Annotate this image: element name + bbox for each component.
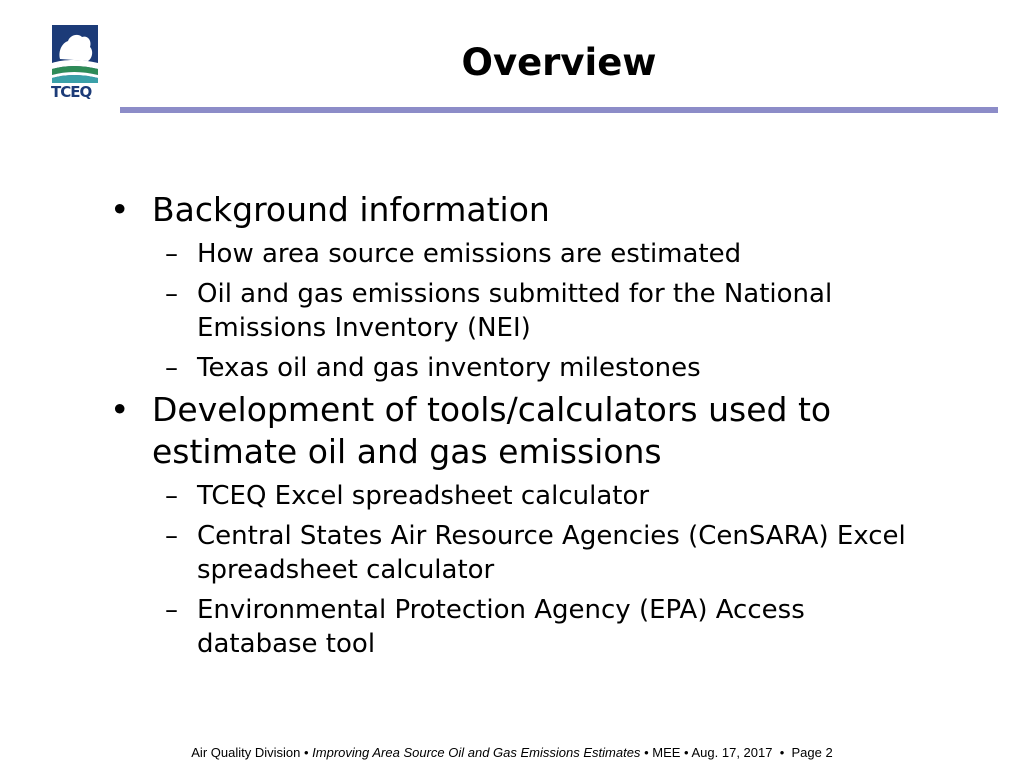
sub-bullet-item (110, 237, 910, 271)
sub-bullet-item (110, 519, 910, 587)
logo-text: TCEQ (51, 83, 92, 101)
bullet-item (110, 389, 910, 473)
bullet-list (110, 185, 910, 661)
sub-bullet-item (110, 593, 910, 661)
bullet-dot-icon: • (110, 390, 130, 429)
sub-bullet-item (110, 277, 910, 345)
sub-bullet-text: How area source emissions are estimated (197, 239, 742, 269)
sub-bullet-item (110, 479, 910, 513)
footer-separator: • (303, 745, 309, 760)
footer-division: Air Quality Division (191, 745, 301, 760)
slide-title: Overview (461, 41, 657, 84)
dash-icon: – (165, 353, 178, 383)
sub-bullet-text: TCEQ Excel spreadsheet calculator (197, 481, 650, 511)
footer-separator: • (776, 745, 788, 760)
dash-icon: – (165, 595, 178, 625)
sub-bullet-text: Central States Air Resource Agencies (CenSARA) Excel spreadsheet calculator (197, 521, 906, 585)
bullet-text: Background information (152, 190, 550, 229)
title-divider (120, 107, 998, 113)
sub-bullet-text: Environmental Protection Agency (EPA) Access database tool (197, 595, 805, 659)
bullet-item (110, 189, 910, 231)
sub-bullet-item (110, 351, 910, 385)
dash-icon: – (165, 279, 178, 309)
dash-icon: – (165, 521, 178, 551)
bullet-dot-icon: • (110, 190, 130, 229)
footer-presentation-title: Improving Area Source Oil and Gas Emissions Estimates (312, 745, 641, 760)
dash-icon: – (165, 481, 178, 511)
sub-bullet-text: Oil and gas emissions submitted for the National Emissions Inventory (NEI) (197, 279, 833, 343)
footer-event: MEE (652, 745, 681, 760)
footer-date: Aug. 17, 2017 (691, 745, 773, 760)
sub-bullet-text: Texas oil and gas inventory milestones (197, 353, 701, 383)
slide-footer (0, 745, 1024, 760)
footer-separator: • (644, 745, 649, 760)
dash-icon: – (165, 239, 178, 269)
footer-page-number: Page 2 (791, 745, 833, 760)
footer-separator: • (684, 745, 689, 760)
bullet-text: Development of tools/calculators used to estimate oil and gas emissions (152, 390, 832, 471)
